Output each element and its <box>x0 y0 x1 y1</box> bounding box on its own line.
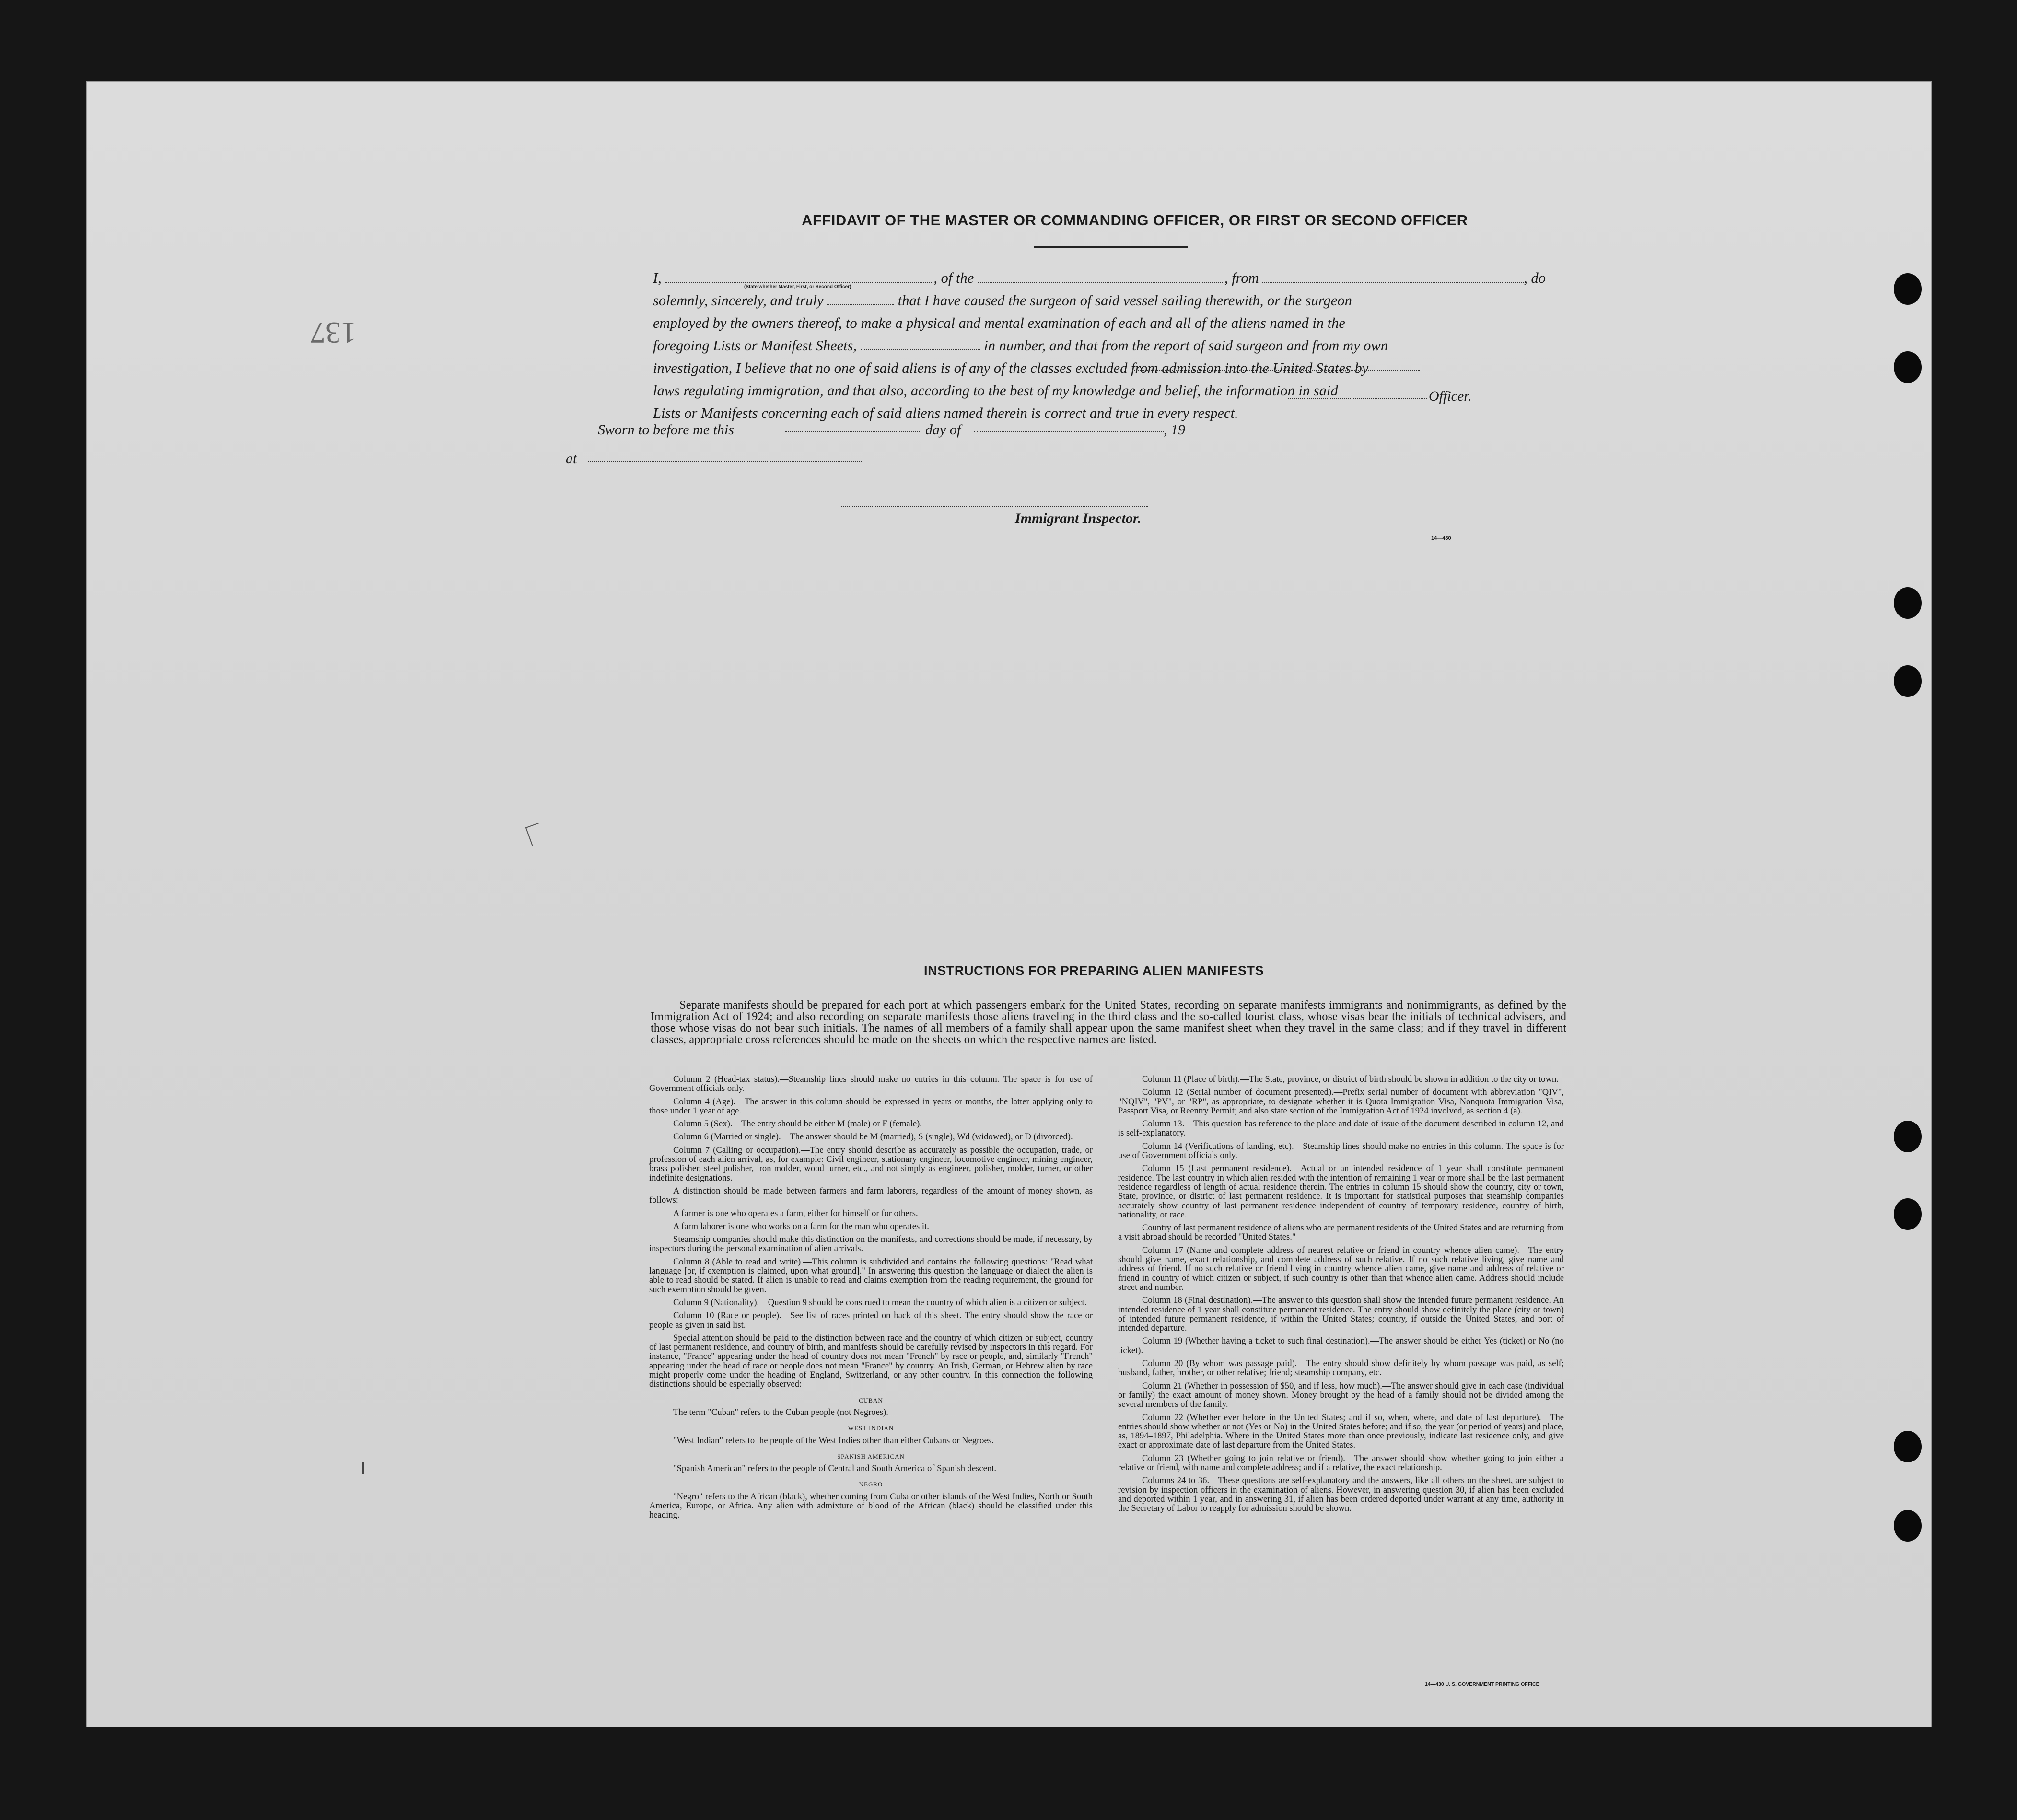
officer-rank-blank[interactable] <box>665 271 933 283</box>
columns-24-36-note: Columns 24 to 36.—These questions are self-explanatory and the answers, like all others on the sheet, are subject to revision by inspection officers in the examination of aliens. However, in answering question 30, if alien has been excluded and deported within 1 year, and in answering 31, if alien has been ordered deported under warrant at any time, authority in the Secretary of Labor to reapply for admission should be shown. <box>1118 1475 1564 1514</box>
margin-tick <box>362 1462 364 1474</box>
column-9-note: Column 9 (Nationality).—Question 9 should be construed to mean the country of which alien is a citizen or subject. <box>673 1297 1087 1308</box>
binder-hole <box>1894 351 1922 383</box>
column-12-note: Column 12 (Serial number of document presented).—Prefix serial number of document with abbreviation "QIV", "NQIV", "PV", or "RP", as appropriate, to designate whether it is Quota Immigration Visa, Nonquota Immigration Visa, Passport Visa, or Reentry Permit; and also state section of the Immigration Act of 1924 involved, as section 4 (a). <box>1118 1087 1564 1116</box>
column-13-note: Column 13.—This question has reference to the place and date of issue of the document described in column 12, and is self-explanatory. <box>1118 1119 1564 1138</box>
cuban-note: The term "Cuban" refers to the Cuban people (not Negroes). <box>673 1407 888 1417</box>
negro-note: "Negro" refers to the African (black), whether coming from Cuba or other islands of the West Indies, North or South America, Europe, or Africa. Any alien with admixture of blood of the African (black) should be classified under this heading. <box>649 1491 1093 1520</box>
sworn-label: Sworn to before me this <box>598 422 734 438</box>
binder-hole <box>1894 587 1922 619</box>
country-last-residence-note: Country of last permanent residence of aliens who are permanent residents of the United States and are returning from a visit abroad should be recorded "United States." <box>1118 1223 1564 1242</box>
spanish-american-heading: SPANISH AMERICAN <box>837 1452 905 1460</box>
binder-hole <box>1894 1510 1922 1542</box>
column-11-note: Column 11 (Place of birth).—The State, province, or district of birth should be shown in addition to the city or town. <box>1142 1074 1559 1084</box>
page-number-mark: 137 <box>310 316 356 350</box>
form-number: 14—430 <box>1431 535 1451 541</box>
steamship-note: Steamship companies should make this distinction on the manifests, and corrections should be made, if necessary, by inspectors during the personal examination of alien arrivals. <box>649 1234 1093 1254</box>
negro-heading: NEGRO <box>859 1481 883 1488</box>
farm-laborer-note: A farm laborer is one who works on a farm for the man who operates it. <box>673 1221 929 1231</box>
pen-mark <box>525 823 546 846</box>
instructions-title: INSTRUCTIONS FOR PREPARING ALIEN MANIFESTS <box>924 963 1264 978</box>
affidavit-line-6: laws regulating immigration, and that also, according to the best of my knowledge and belief, the information in said <box>653 383 1338 399</box>
sheet-count-blank[interactable] <box>861 339 980 350</box>
title-rule <box>1034 246 1188 248</box>
west-indian-note: "West Indian" refers to the people of the West Indies other than either Cubans or Negroes. <box>673 1435 994 1446</box>
distinction-note: A distinction should be made between farmers and farm laborers, regardless of the amount of money shown, as follows: <box>649 1185 1093 1206</box>
at-label: at <box>566 451 577 466</box>
special-attention-note: Special attention should be paid to the distinction between race and the country of which citizen or subject, country of last permanent residence, and country of birth, and manifests should be carefully revised by inspectors in this regard. For instance, "France" appearing under the head of country does not mean "French" by race or people, and, similarly "French" appearing under the head of race or people does not mean "France" by country. An Irish, German, or Hebrew alien by race might properly come under the heading of England, Switzerland, or any other country. In this connection the following distinctions should be especially observed: <box>649 1333 1093 1390</box>
inspector-label: Immigrant Inspector. <box>1015 510 1142 526</box>
column-22-note: Column 22 (Whether ever before in the United States; and if so, when, where, and date of last departure).—The entries should show whether or not (Yes or No) in the United States before; and if so, the year (or period of years) and place, as, 1894–1897, Philadelphia. Where in the United States more than once previously, indicate last residence only, and give exact or approximate date of last departure from the United States. <box>1118 1412 1564 1450</box>
affidavit-line-5: investigation, I believe that no one of said aliens is of any of the classes excluded from admission into the United States by <box>653 360 1369 376</box>
binder-hole <box>1894 273 1922 305</box>
day-of-label: day of <box>925 422 961 438</box>
instructions-right-column <box>1118 1075 1564 1517</box>
signature-line[interactable] <box>1132 370 1420 371</box>
column-2-note: Column 2 (Head-tax status).—Steamship lines should make no entries in this column. The space is for use of Government officials only. <box>649 1074 1093 1094</box>
column-18-note: Column 18 (Final destination).—The answer to this question shall show the intended future permanent residence. An intended residence of 1 year shall constitute permanent residence. The entry should show definitely the place (city or town) of intended future permanent residence, if within the United States; country, if outside the United States, and port of intended departure. <box>1118 1295 1564 1333</box>
document-page <box>86 81 1932 1727</box>
printing-office-footer: 14—430 U. S. GOVERNMENT PRINTING OFFICE <box>1425 1681 1539 1687</box>
instructions-left-column <box>649 1075 1093 1524</box>
vessel-blank[interactable] <box>978 271 1224 283</box>
affidavit-line-2: solemnly, sincerely, and truly that I have caused the surgeon of said vessel sailing therewith, or the surgeon <box>653 292 1352 309</box>
column-23-note: Column 23 (Whether going to join relative or friend).—The answer should show whether going to join either a relative or friend, with name and complete address; and if a relative, the exact relationship. <box>1118 1453 1564 1472</box>
officer-label: Officer. <box>1429 388 1472 404</box>
farmer-note: A farmer is one who operates a farm, either for himself or for others. <box>673 1208 918 1218</box>
column-20-note: Column 20 (By whom was passage paid).—The entry should show definitely by whom passage was paid, as self; husband, father, brother, or other relative; friend; steamship company, etc. <box>1118 1358 1564 1378</box>
column-17-note: Column 17 (Name and complete address of nearest relative or friend in country whence alien came).—The entry should give name, exact relationship, and complete address of such relative. If no such relative living, give name and address of friend. If no such relative or friend living in country whence alien came, give name and address of relative or friend in country of which citizen or subject, if such country is other than that whence alien came. Address should include street and number. <box>1118 1245 1564 1292</box>
column-5-note: Column 5 (Sex).—The entry should be either M (male) or F (female). <box>673 1119 922 1129</box>
officer-signature-line[interactable] <box>1288 398 1427 399</box>
column-21-note: Column 21 (Whether in possession of $50, and if less, how much).—The answer should give in each case (individual or family) the exact amount of money shown. Money brought by the head of a family should not be divided among the several members of the family. <box>1118 1380 1564 1410</box>
spanish-american-note: "Spanish American" refers to the people of Central and South America of Spanish descent. <box>673 1463 997 1474</box>
binder-hole <box>1894 1198 1922 1230</box>
affidavit-line-3: employed by the owners thereof, to make a physical and mental examination of each and all of the aliens named in the <box>653 315 1345 331</box>
column-15-note: Column 15 (Last permanent residence).—Actual or an intended residence of 1 year shall constitute permanent residence. The last country in which alien resided with the intention of remaining 1 year or more shall be the last permanent residence regardless of length of actual residence therein. The entries in column 15 should show the country, city or town, State, province, or district of last permanent residence. It is important for statistical purposes that steamship companies accurately show country of last permanent residence independent of country of temporary residence, country of birth, nationality, or race. <box>1118 1163 1564 1220</box>
affidavit-line-7: Lists or Manifests concerning each of said aliens named therein is correct and true in every respect. <box>653 405 1238 421</box>
binder-hole <box>1894 665 1922 697</box>
binder-hole <box>1894 1121 1922 1152</box>
column-4-note: Column 4 (Age).—The answer in this column should be expressed in years or months, the latter applying only to those under 1 year of age. <box>649 1096 1093 1116</box>
sworn-month-blank[interactable] <box>974 431 1164 432</box>
binder-hole <box>1894 1431 1922 1462</box>
column-19-note: Column 19 (Whether having a ticket to such final destination).—The answer should be either Yes (ticket) or No (no ticket). <box>1118 1336 1564 1356</box>
column-8-note: Column 8 (Able to read and write).—This column is subdivided and contains the following questions: "Read what language [or, if exemption is claimed, upon what ground]." In answering this question the language or dialect the alien is able to read should be stated. If alien is unable to read and claims exemption from the reading requirement, the ground for such exemption should be given. <box>649 1256 1093 1295</box>
instructions-intro: Separate manifests should be prepared for each port at which passengers embark for the United States, recording on separate manifests immigrants and nonimmigrants, as defined by the Immigration Act of 1924; and also recording on separate manifests those aliens traveling in the third class and the so-called tourist class, whose visas bear the initials of technical advisers, and those whose visas do not bear such initials. The names of all members of a family shall appear upon the same manifest sheet when they travel in the same class; and if they travel in different classes, appropriate cross references should be made on the sheets on which the respective names are listed. <box>651 998 1566 1046</box>
sworn-place-blank[interactable] <box>588 461 862 462</box>
sincerely-blank[interactable] <box>827 294 894 305</box>
cuban-heading: CUBAN <box>859 1396 883 1404</box>
column-6-note: Column 6 (Married or single).—The answer should be M (married), S (single), Wd (widowed), or D (divorced). <box>673 1132 1073 1142</box>
sworn-day-blank[interactable] <box>785 431 921 432</box>
column-14-note: Column 14 (Verifications of landing, etc).—Steamship lines should make no entries in this column. The space is for use of Government officials only. <box>1118 1141 1564 1161</box>
affidavit-line-4: foregoing Lists or Manifest Sheets, in number, and that from the report of said surgeon and from my own <box>653 337 1388 354</box>
port-blank[interactable] <box>1262 271 1524 283</box>
inspector-signature-line[interactable] <box>841 506 1148 507</box>
west-indian-heading: WEST INDIAN <box>848 1425 894 1432</box>
column-10-note: Column 10 (Race or people).—See list of races printed on back of this sheet. The entry should show the race or people as given in said list. <box>649 1310 1093 1330</box>
rank-sub-note: (State whether Master, First, or Second Officer) <box>744 284 851 290</box>
column-7-note: Column 7 (Calling or occupation).—The entry should describe as accurately as possible the occupation, trade, or profession of each alien arrival, as, for example: Civil engineer, stationary engineer, locomotive engineer, mining engineer, brass polisher, steel polisher, iron molder, wood turner, etc., and not simply as engineer, polisher, molder, turner, or other indefinite designations. <box>649 1145 1093 1183</box>
affidavit-title: AFFIDAVIT OF THE MASTER OR COMMANDING OFFICER, OR FIRST OR SECOND OFFICER <box>802 212 1468 229</box>
year-label: , 19 <box>1164 422 1185 438</box>
affidavit-line-1: I, , of the , from , do <box>653 270 1546 286</box>
